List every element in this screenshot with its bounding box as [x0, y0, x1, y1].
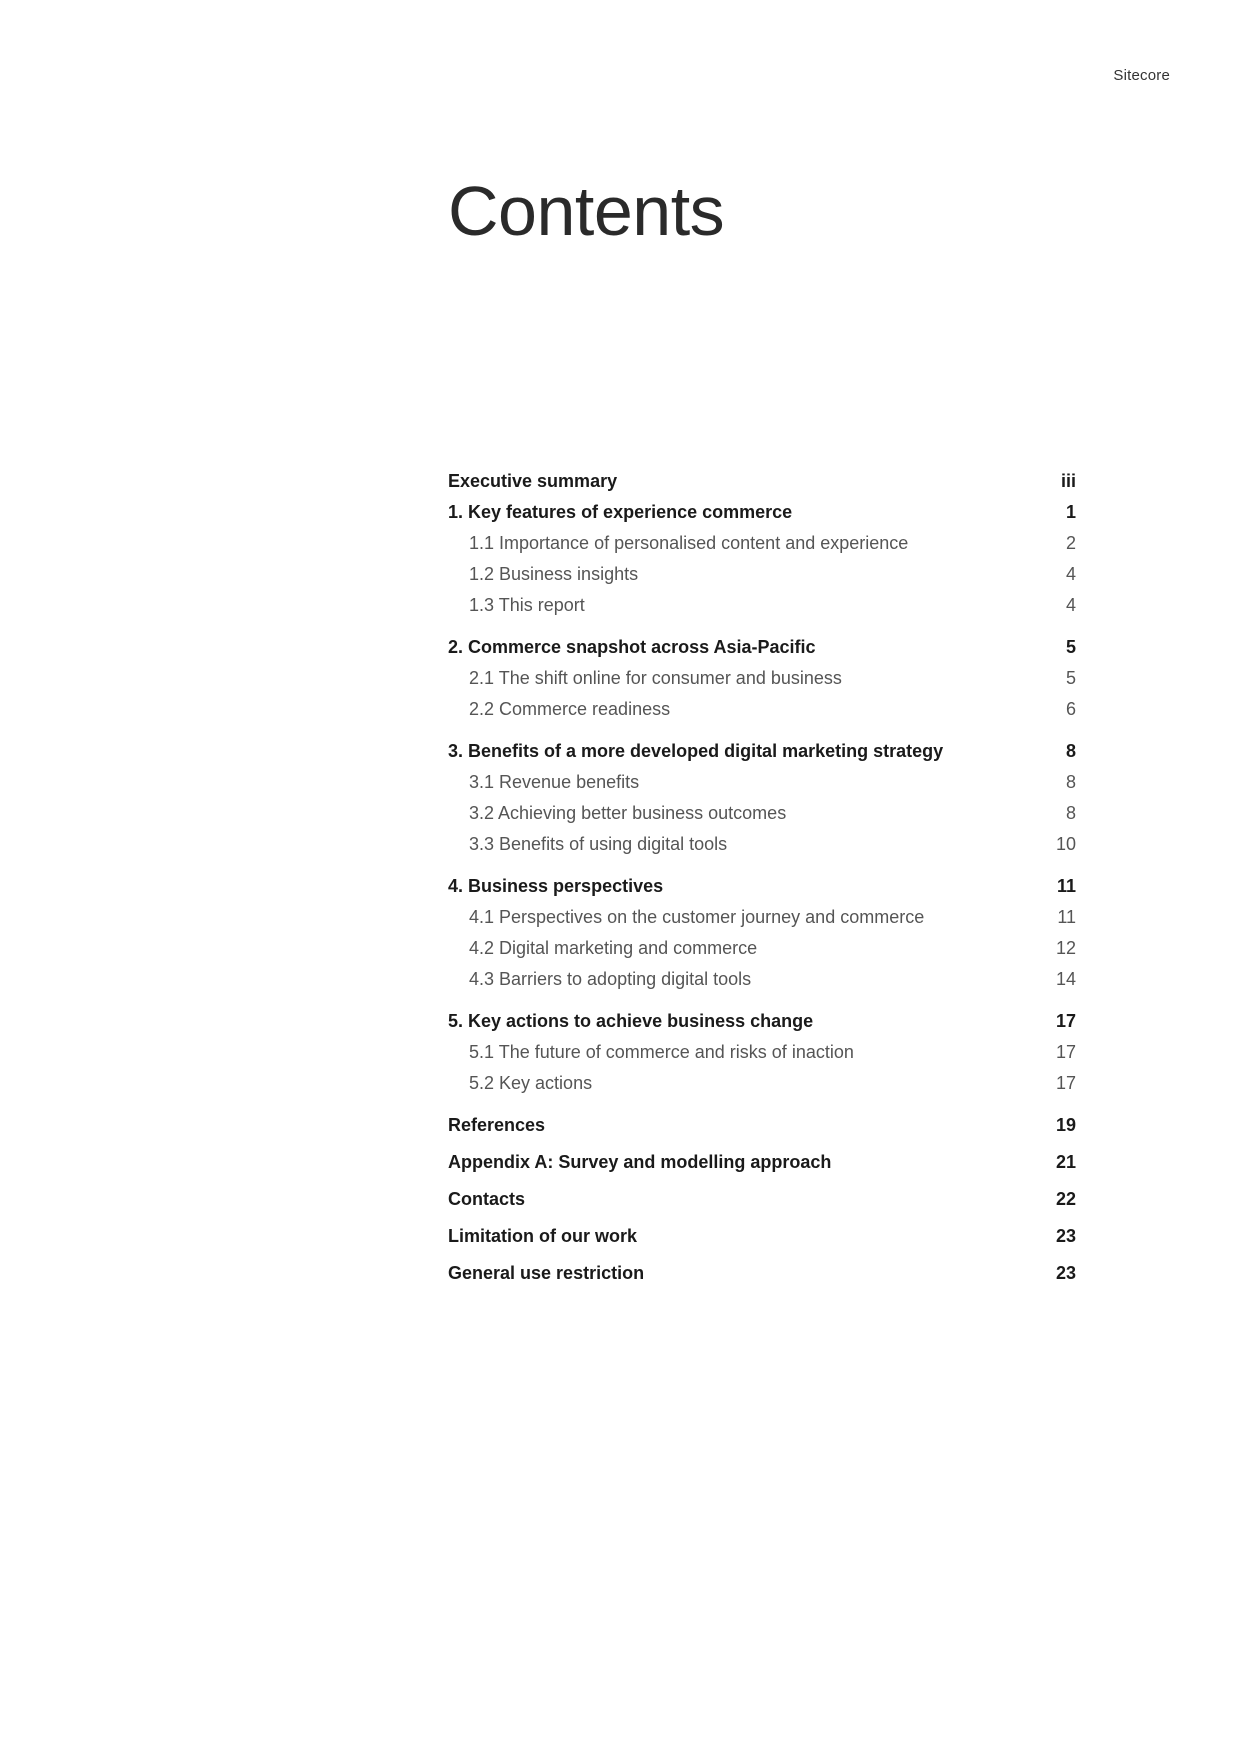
toc-entry-section-4[interactable]	[448, 871, 1076, 902]
toc-entry-3-3[interactable]	[448, 829, 1076, 860]
toc-entry-label: Limitation of our work	[448, 1226, 637, 1246]
toc-entry-page-number: 17	[1055, 1011, 1076, 1031]
toc-entry-label: Appendix A: Survey and modelling approach	[448, 1152, 832, 1172]
toc-entry-page-number: iii	[1060, 471, 1076, 491]
toc-entry-page-number: 19	[1055, 1115, 1076, 1135]
header-brand: Sitecore	[1113, 67, 1170, 84]
toc-entry-label: 5.2 Key actions	[469, 1073, 593, 1093]
toc-entry-label: 1.1 Importance of personalised content and experience	[469, 533, 909, 553]
toc-entry-limitation-of-our-work[interactable]	[448, 1221, 1076, 1252]
toc-back-matter	[448, 1110, 1076, 1289]
toc-section-executive-summary	[448, 466, 1076, 497]
toc-entry-label: General use restriction	[448, 1263, 645, 1283]
toc-entry-section-2[interactable]	[448, 632, 1076, 663]
toc-entry-section-3[interactable]	[448, 736, 1076, 767]
toc-entry-4-3[interactable]	[448, 964, 1076, 995]
toc-entry-page-number: 10	[1055, 834, 1076, 854]
toc-entry-label: 3.2 Achieving better business outcomes	[469, 803, 787, 823]
toc-entry-section-5[interactable]	[448, 1006, 1076, 1037]
toc-entry-page-number: 14	[1055, 969, 1076, 989]
toc-entry-label: 3.1 Revenue benefits	[469, 772, 640, 792]
toc-entry-page-number: 23	[1055, 1226, 1076, 1246]
toc-entry-label: 1. Key features of experience commerce	[448, 502, 793, 522]
table-of-contents	[448, 466, 1076, 1300]
toc-entry-label: 2.2 Commerce readiness	[469, 699, 671, 719]
page-title: Contents	[448, 172, 725, 250]
toc-entry-4-1[interactable]	[448, 902, 1076, 933]
toc-entry-label: 5.1 The future of commerce and risks of inaction	[469, 1042, 854, 1062]
toc-entry-label: 1.3 This report	[469, 595, 585, 615]
toc-entry-page-number: 17	[1055, 1073, 1076, 1093]
toc-entry-label: 2. Commerce snapshot across Asia-Pacific	[448, 637, 816, 657]
toc-entry-page-number: 11	[1056, 876, 1076, 896]
toc-entry-general-use-restriction[interactable]	[448, 1258, 1076, 1289]
toc-entry-label: 4. Business perspectives	[448, 876, 664, 896]
toc-entry-label: Contacts	[448, 1189, 526, 1209]
toc-entry-appendix-a[interactable]	[448, 1147, 1076, 1178]
toc-entry-1-2[interactable]	[448, 559, 1076, 590]
toc-entry-label: 4.1 Perspectives on the customer journey and commerce	[469, 907, 925, 927]
toc-entry-label: 3. Benefits of a more developed digital marketing strategy	[448, 741, 944, 761]
toc-entry-page-number: 5	[1065, 637, 1076, 657]
toc-entry-4-2[interactable]	[448, 933, 1076, 964]
toc-entry-page-number: 21	[1055, 1152, 1076, 1172]
toc-entry-page-number: 2	[1065, 533, 1076, 553]
toc-entry-page-number: 4	[1065, 564, 1076, 584]
toc-entry-label: 1.2 Business insights	[469, 564, 639, 584]
toc-entry-5-1[interactable]	[448, 1037, 1076, 1068]
toc-section-2	[448, 632, 1076, 725]
toc-entry-1-3[interactable]	[448, 590, 1076, 621]
toc-entry-page-number: 12	[1055, 938, 1076, 958]
toc-section-1	[448, 497, 1076, 621]
toc-entry-page-number: 22	[1055, 1189, 1076, 1209]
toc-entry-page-number: 6	[1065, 699, 1076, 719]
toc-entry-3-1[interactable]	[448, 767, 1076, 798]
toc-entry-page-number: 1	[1065, 502, 1076, 522]
toc-entry-label: 3.3 Benefits of using digital tools	[469, 834, 728, 854]
toc-entry-page-number: 23	[1055, 1263, 1076, 1283]
toc-section-4	[448, 871, 1076, 995]
toc-section-3	[448, 736, 1076, 860]
toc-entry-page-number: 5	[1065, 668, 1076, 688]
toc-entry-2-2[interactable]	[448, 694, 1076, 725]
toc-entry-contacts[interactable]	[448, 1184, 1076, 1215]
toc-entry-label: 5. Key actions to achieve business change	[448, 1011, 814, 1031]
toc-entry-label: 4.2 Digital marketing and commerce	[469, 938, 758, 958]
toc-entry-label: 2.1 The shift online for consumer and business	[469, 668, 842, 688]
toc-entry-section-1[interactable]	[448, 497, 1076, 528]
toc-entry-page-number: 8	[1065, 741, 1076, 761]
toc-section-5	[448, 1006, 1076, 1099]
toc-entry-label: Executive summary	[448, 471, 618, 491]
toc-entry-2-1[interactable]	[448, 663, 1076, 694]
toc-entry-3-2[interactable]	[448, 798, 1076, 829]
toc-entry-page-number: 8	[1065, 772, 1076, 792]
toc-entry-page-number: 11	[1057, 907, 1076, 927]
toc-entry-label: 4.3 Barriers to adopting digital tools	[469, 969, 752, 989]
toc-entry-executive-summary[interactable]	[448, 466, 1076, 497]
toc-entry-5-2[interactable]	[448, 1068, 1076, 1099]
toc-entry-page-number: 8	[1065, 803, 1076, 823]
toc-entry-1-1[interactable]	[448, 528, 1076, 559]
toc-entry-label: References	[448, 1115, 546, 1135]
toc-entry-page-number: 4	[1065, 595, 1076, 615]
toc-entry-page-number: 17	[1055, 1042, 1076, 1062]
toc-entry-references[interactable]	[448, 1110, 1076, 1141]
